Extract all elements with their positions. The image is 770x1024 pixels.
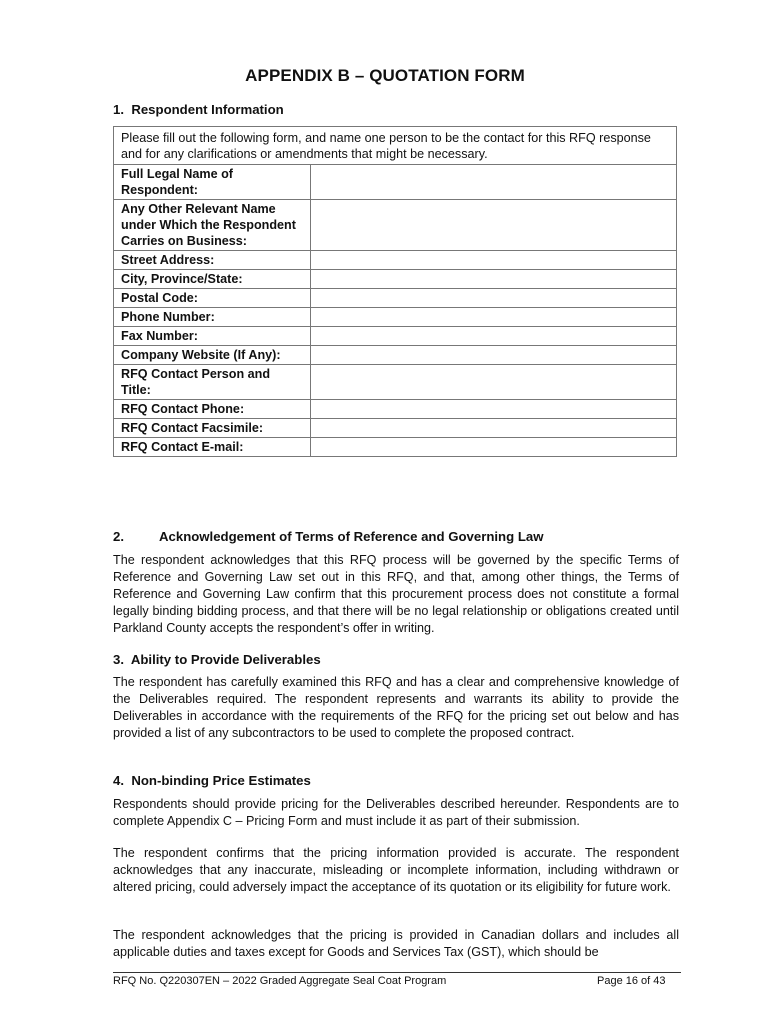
table-row bbox=[114, 200, 677, 251]
section-2-number: 2. bbox=[113, 529, 124, 544]
table-intro-row bbox=[114, 127, 677, 165]
row-value-field[interactable] bbox=[311, 165, 677, 200]
row-label: RFQ Contact Person and Title: bbox=[114, 365, 311, 400]
table-row bbox=[114, 289, 677, 308]
row-value-field[interactable] bbox=[311, 327, 677, 346]
table-row bbox=[114, 438, 677, 457]
section-2-title: Acknowledgement of Terms of Reference and Governing Law bbox=[159, 529, 544, 544]
respondent-info-table bbox=[113, 126, 677, 457]
row-value-field[interactable] bbox=[311, 365, 677, 400]
row-label: Any Other Relevant Name under Which the Respondent Carries on Business: bbox=[114, 200, 311, 251]
table-row bbox=[114, 365, 677, 400]
row-label: Postal Code: bbox=[114, 289, 311, 308]
section-1-number: 1. bbox=[113, 102, 124, 117]
page-title: APPENDIX B – QUOTATION FORM bbox=[245, 66, 525, 85]
footer-divider bbox=[113, 972, 681, 973]
footer-page-number: Page 16 of 43 bbox=[597, 975, 666, 987]
row-label: City, Province/State: bbox=[114, 270, 311, 289]
row-value-field[interactable] bbox=[311, 308, 677, 327]
section-4-paragraph-3: The respondent acknowledges that the pricing is provided in Canadian dollars and includes all applicable duties and taxes except for Goods and Services Tax (GST), which should be bbox=[113, 928, 679, 959]
row-value-field[interactable] bbox=[311, 289, 677, 308]
row-value-field[interactable] bbox=[311, 400, 677, 419]
section-4-paragraph-1: Respondents should provide pricing for the Deliverables described hereunder. Respondents are to complete Appendix C – Pricing Form and must include it as part of their submission. bbox=[113, 797, 679, 828]
row-label: RFQ Contact E-mail: bbox=[114, 438, 311, 457]
row-value-field[interactable] bbox=[311, 419, 677, 438]
section-1-heading bbox=[113, 102, 284, 117]
section-3-number: 3. bbox=[113, 652, 124, 667]
table-row bbox=[114, 270, 677, 289]
section-3-body: The respondent has carefully examined this RFQ and has a clear and comprehensive knowledge of the Deliverables required. The respondent represents and warrants its ability to provide the Deliverables in accordance with the requirements of the RFQ for the pricing set out below and has provided a list of any subcontractors to be used to complete the proposed contract. bbox=[113, 675, 679, 740]
table-row bbox=[114, 400, 677, 419]
row-value-field[interactable] bbox=[311, 200, 677, 251]
row-value-field[interactable] bbox=[311, 251, 677, 270]
row-label: Company Website (If Any): bbox=[114, 346, 311, 365]
section-3-title: Ability to Provide Deliverables bbox=[130, 652, 321, 667]
section-2-heading bbox=[113, 529, 543, 544]
row-label: RFQ Contact Phone: bbox=[114, 400, 311, 419]
section-4-paragraph-2: The respondent confirms that the pricing information provided is accurate. The respondent acknowledges that any inaccurate, misleading or incomplete information, including withdrawn or altered pricing, could adversely impact the acceptance of its quotation or its eligibility for future work. bbox=[113, 846, 679, 894]
row-label: Street Address: bbox=[114, 251, 311, 270]
section-1-title: Respondent Information bbox=[131, 102, 284, 117]
table-row bbox=[114, 327, 677, 346]
row-label: Fax Number: bbox=[114, 327, 311, 346]
section-4-heading bbox=[113, 773, 311, 788]
section-3-heading bbox=[113, 652, 321, 667]
section-2-body: The respondent acknowledges that this RFQ process will be governed by the specific Terms of Reference and Governing Law set out in this RFQ, and that, among other things, the Terms of Reference and Governing Law confirm that this procurement process does not constitute a formal legally binding bidding process, and that there will be no legal relationship or obligations created until Parkland County accepts the respondent’s offer in writing. bbox=[113, 553, 679, 635]
table-row bbox=[114, 251, 677, 270]
row-value-field[interactable] bbox=[311, 270, 677, 289]
table-row bbox=[114, 308, 677, 327]
table-row bbox=[114, 419, 677, 438]
row-label: RFQ Contact Facsimile: bbox=[114, 419, 311, 438]
section-4-title: Non-binding Price Estimates bbox=[131, 773, 311, 788]
table-row bbox=[114, 165, 677, 200]
row-value-field[interactable] bbox=[311, 438, 677, 457]
row-label: Phone Number: bbox=[114, 308, 311, 327]
row-label: Full Legal Name of Respondent: bbox=[114, 165, 311, 200]
table-intro-text: Please fill out the following form, and name one person to be the contact for this RFQ response and for any clarifications or amendments that might be necessary. bbox=[114, 127, 677, 165]
footer-document-reference: RFQ No. Q220307EN – 2022 Graded Aggregate Seal Coat Program bbox=[113, 975, 447, 987]
row-value-field[interactable] bbox=[311, 346, 677, 365]
section-4-number: 4. bbox=[113, 773, 124, 788]
table-row bbox=[114, 346, 677, 365]
